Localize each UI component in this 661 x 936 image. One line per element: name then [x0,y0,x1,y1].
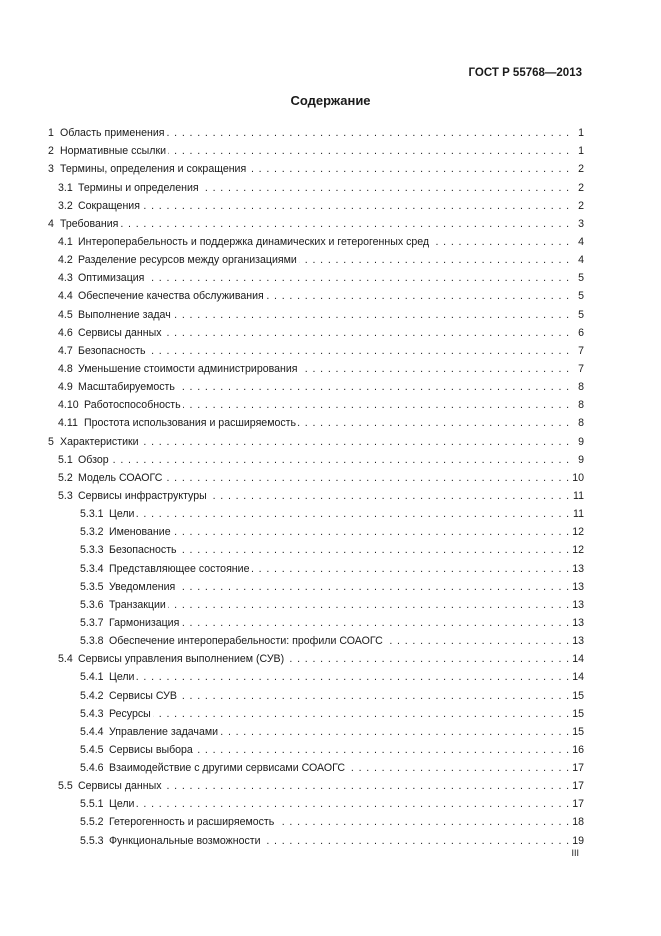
toc-entry-title: Уменьшение стоимости администрирования [78,362,298,375]
toc-entry-number: 2 [48,145,54,158]
toc-entry[interactable] [48,322,584,340]
toc-entry[interactable] [48,285,584,303]
toc-entry-number: 4.3 [58,272,73,285]
toc-entry-title: Управление задачами [109,725,219,738]
dot-leader [385,635,570,648]
toc-entry-title: Цели [109,508,135,521]
toc-entry-title: Выполнение задач [78,308,171,321]
toc-entry-title: Сервисы СУВ [109,689,177,702]
dot-leader [266,290,570,303]
dot-leader [220,726,570,739]
toc-entry-title: Сервисы выбора [109,743,193,756]
toc-entry-page: 15 [572,689,584,702]
toc-entry-title: Именование [109,526,171,539]
toc-entry-page: 15 [572,707,584,720]
toc-entry[interactable] [48,485,584,503]
toc-entry-page: 6 [578,326,584,339]
toc-entry-title: Требования [60,217,119,230]
toc-entry[interactable] [48,394,584,412]
toc-entry[interactable] [48,122,584,140]
toc-entry-number: 5.4.5 [80,743,104,756]
toc-entry-number: 5.5 [58,780,73,793]
dot-leader [248,163,570,176]
toc-entry[interactable] [48,775,584,793]
dot-leader [179,690,570,703]
toc-entry-number: 4.7 [58,344,73,357]
toc-entry[interactable] [48,829,584,847]
toc-entry-title: Цели [109,798,135,811]
toc-entry-number: 5.3.1 [80,508,104,521]
toc-entry-number: 4.11 [58,417,78,430]
toc-entry-page: 7 [578,344,584,357]
toc-entry[interactable] [48,811,584,829]
dot-leader [164,327,570,340]
dot-leader [136,798,570,811]
toc-entry-page: 8 [578,417,584,430]
toc-entry-title: Цели [109,671,135,684]
dot-leader [263,835,570,848]
toc-entry-title: Характеристики [60,435,139,448]
toc-entry-number: 5.4.3 [80,707,104,720]
toc-entry-page: 2 [578,199,584,212]
dot-leader [251,563,570,576]
toc-entry[interactable] [48,195,584,213]
toc-entry-page: 14 [572,671,584,684]
toc-entry-page: 13 [572,635,584,648]
toc-entry[interactable] [48,449,584,467]
toc-entry-title: Функциональные возможности [109,834,261,847]
toc-entry-page: 13 [572,562,584,575]
toc-entry[interactable] [48,430,584,448]
dot-leader [173,526,570,539]
dot-leader [179,544,570,557]
dot-leader [195,744,570,757]
toc-entry[interactable] [48,648,584,666]
toc-entry-title: Безопасность [109,544,177,557]
toc-entry-page: 9 [578,435,584,448]
toc-entry[interactable] [48,231,584,249]
toc-entry[interactable] [48,176,584,194]
toc-entry[interactable] [48,267,584,285]
toc-entry-page: 11 [573,489,584,502]
toc-entry-title: Сокращения [78,199,140,212]
toc-entry-page: 17 [572,780,584,793]
page-title: Содержание [290,93,371,108]
toc-entry-number: 4.2 [58,254,73,267]
toc-entry-title: Интероперабельность и поддержка динамических и гетерогенных сред [78,235,430,248]
toc-entry-number: 4.9 [58,381,73,394]
toc-entry-number: 3 [48,163,54,176]
toc-entry-number: 5.3.3 [80,544,104,557]
toc-entry-number: 4.5 [58,308,73,321]
dot-leader [181,617,570,630]
toc-entry-title: Простота использования и расширяемость [84,417,297,430]
toc-entry[interactable] [48,793,584,811]
toc-entry-title: Разделение ресурсов между организациями [78,254,297,267]
toc-entry-number: 3.2 [58,199,73,212]
dot-leader [136,508,570,521]
toc-entry-page: 14 [572,653,584,666]
toc-entry[interactable] [48,757,584,775]
dot-leader [164,780,570,793]
toc-entry[interactable] [48,721,584,739]
toc-entry-number: 5.3.6 [80,598,104,611]
toc-entry-title: Уведомления [109,580,176,593]
toc-entry-number: 5.5.2 [80,816,104,829]
toc-entry-title: Масштабируемость [78,381,175,394]
toc-entry-page: 13 [572,598,584,611]
toc-entry-number: 5.4 [58,653,73,666]
dot-leader [300,363,570,376]
toc-entry[interactable] [48,213,584,231]
toc-entry[interactable] [48,467,584,485]
toc-entry[interactable] [48,140,584,158]
toc-entry-page: 2 [578,163,584,176]
dot-leader [166,127,570,140]
toc-entry-number: 5.5.3 [80,834,104,847]
dot-leader [111,454,570,467]
toc-entry-number: 5.4.1 [80,671,104,684]
dot-leader [209,490,570,503]
toc-entry[interactable] [48,158,584,176]
dot-leader [168,599,570,612]
toc-entry-title: Область применения [60,127,165,140]
toc-entry[interactable] [48,376,584,394]
toc-entry-title: Нормативные ссылки [60,145,167,158]
toc-entry[interactable] [48,340,584,358]
toc-entry-number: 5 [48,435,54,448]
dot-leader [276,816,570,829]
toc-entry-page: 2 [578,181,584,194]
toc-entry-number: 5.3.2 [80,526,104,539]
dot-leader [431,236,570,249]
dot-leader [183,399,570,412]
toc-entry-page: 19 [572,834,584,847]
toc-entry-number: 4.10 [58,399,79,412]
toc-entry-title: Оптимизация [78,272,145,285]
toc-entry-page: 18 [572,816,584,829]
dot-leader [141,436,570,449]
dot-leader [286,653,570,666]
toc-entry[interactable] [48,539,584,557]
toc-entry-page: 7 [578,362,584,375]
page-folio: III [571,848,579,858]
toc-entry[interactable] [48,594,584,612]
toc-entry[interactable] [48,684,584,702]
dot-leader [347,762,570,775]
dot-leader [298,417,570,430]
toc-entry-title: Модель СОАОГС [78,471,163,484]
toc-entry-page: 9 [578,453,584,466]
toc-entry-title: Сервисы данных [78,326,162,339]
table-of-contents [48,122,584,848]
toc-entry-number: 5.3 [58,489,73,502]
toc-entry-number: 4 [48,217,54,230]
toc-entry-page: 16 [572,743,584,756]
toc-entry-number: 4.8 [58,362,73,375]
toc-entry-number: 4.6 [58,326,73,339]
dot-leader [173,309,570,322]
toc-entry-number: 4.1 [58,235,73,248]
toc-entry-title: Работоспособность [84,399,181,412]
toc-entry-number: 5.3.4 [80,562,104,575]
toc-entry-page: 17 [572,762,584,775]
dot-leader [120,218,570,231]
toc-entry-number: 5.3.8 [80,635,104,648]
toc-entry-title: Обзор [78,453,109,466]
toc-entry-title: Гетерогенность и расширяемость [109,816,275,829]
toc-entry-number: 5.4.6 [80,762,104,775]
toc-entry[interactable] [48,739,584,757]
dot-leader [153,708,570,721]
toc-entry-number: 5.4.2 [80,689,104,702]
toc-entry-page: 4 [578,235,584,248]
dot-leader [136,671,570,684]
toc-entry[interactable] [48,576,584,594]
toc-entry-title: Обеспечение интероперабельности: профили СОАОГС [109,635,383,648]
dot-leader [148,345,570,358]
toc-entry-title: Обеспечение качества обслуживания [78,290,264,303]
toc-entry[interactable] [48,521,584,539]
toc-entry-title: Ресурсы [109,707,151,720]
toc-entry-page: 8 [578,399,584,412]
standard-designation: ГОСТ Р 55768—2013 [468,67,582,79]
dot-leader [177,581,570,594]
toc-entry[interactable] [48,557,584,575]
toc-entry-title: Взаимодействие с другими сервисами СОАОГС [109,762,345,775]
toc-entry-page: 5 [578,290,584,303]
toc-entry-page: 17 [572,798,584,811]
toc-entry-number: 3.1 [58,181,73,194]
toc-entry[interactable] [48,630,584,648]
toc-entry-title: Представляющее состояние [109,562,250,575]
toc-entry-number: 5.3.7 [80,616,104,629]
toc-entry[interactable] [48,612,584,630]
dot-leader [299,254,570,267]
toc-entry-number: 5.4.4 [80,725,104,738]
toc-entry-page: 11 [573,508,584,521]
toc-entry-title: Термины, определения и сокращения [60,163,247,176]
toc-entry-number: 5.1 [58,453,73,466]
toc-entry-page: 5 [578,272,584,285]
dot-leader [146,272,570,285]
toc-entry-page: 12 [572,526,584,539]
toc-entry-page: 12 [572,544,584,557]
toc-entry[interactable] [48,303,584,321]
dot-leader [168,145,570,158]
toc-entry-page: 4 [578,254,584,267]
toc-entry[interactable] [48,249,584,267]
toc-entry-title: Сервисы инфраструктуры [78,489,207,502]
toc-entry-title: Термины и определения [78,181,199,194]
toc-entry-page: 1 [578,127,584,140]
toc-entry-title: Безопасность [78,344,146,357]
toc-entry[interactable] [48,358,584,376]
toc-entry[interactable] [48,666,584,684]
toc-entry-page: 5 [578,308,584,321]
dot-leader [177,381,570,394]
toc-entry-page: 15 [572,725,584,738]
toc-entry-number: 5.5.1 [80,798,104,811]
toc-entry-page: 10 [572,471,584,484]
toc-entry-number: 4.4 [58,290,73,303]
toc-entry[interactable] [48,703,584,721]
toc-entry-title: Гармонизация [109,616,180,629]
toc-entry[interactable] [48,503,584,521]
toc-entry[interactable] [48,412,584,430]
toc-entry-page: 3 [578,217,584,230]
toc-entry-title: Сервисы данных [78,780,162,793]
dot-leader [142,200,570,213]
dot-leader [164,472,570,485]
dot-leader [201,182,570,195]
toc-entry-title: Транзакции [109,598,166,611]
toc-entry-page: 1 [578,145,584,158]
toc-entry-number: 5.2 [58,471,73,484]
toc-entry-page: 13 [572,580,584,593]
toc-entry-number: 1 [48,127,54,140]
toc-entry-title: Сервисы управления выполнением (СУВ) [78,653,285,666]
toc-entry-page: 13 [572,616,584,629]
toc-entry-page: 8 [578,381,584,394]
toc-entry-number: 5.3.5 [80,580,104,593]
